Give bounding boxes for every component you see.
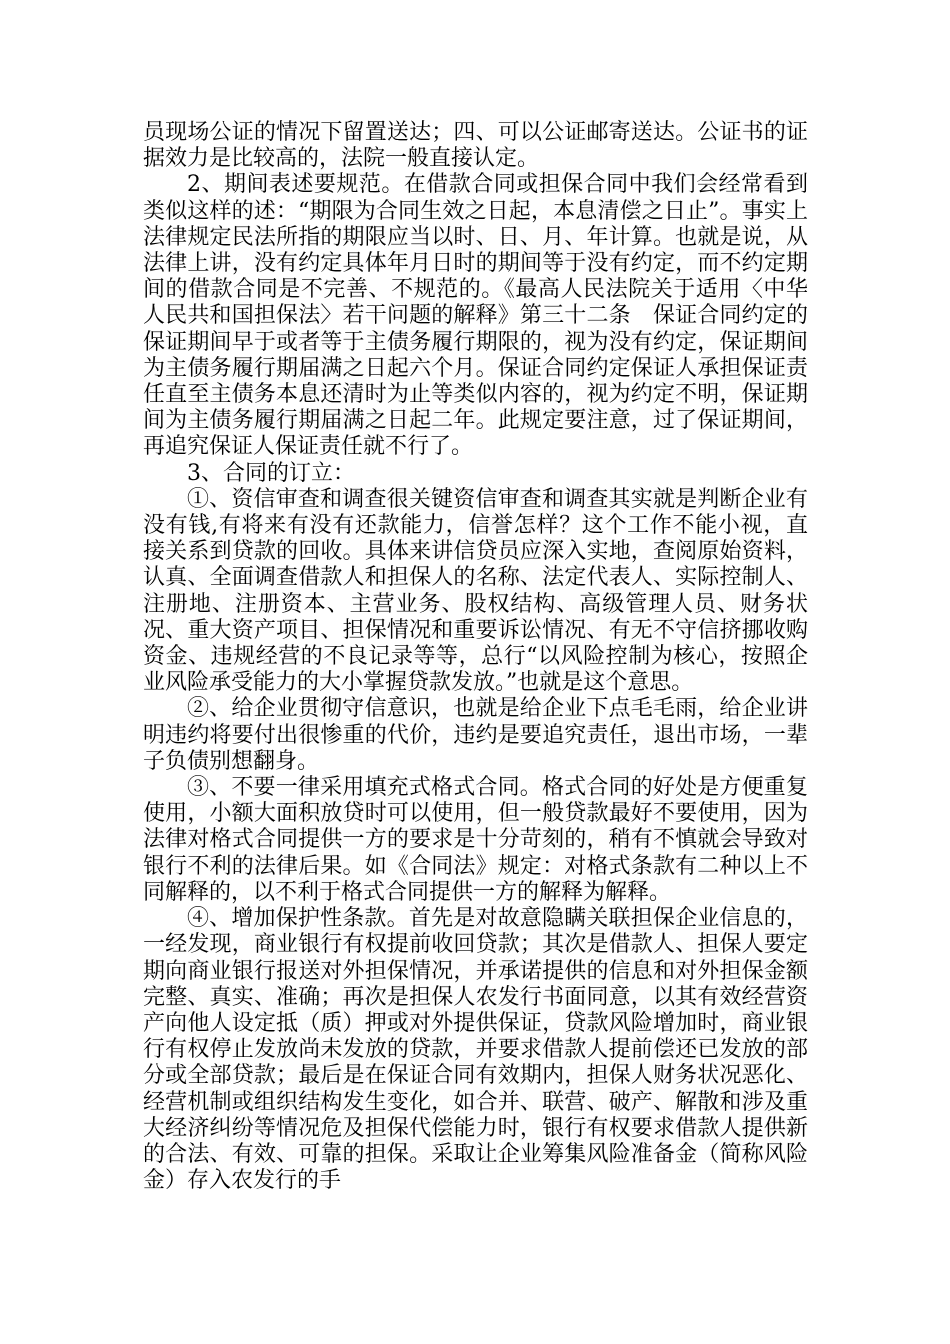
paragraph-protective-clauses: ④、增加保护性条款。首先是对故意隐瞒关联担保企业信息的，一经发现，商业银行有权提前收回贷款；其次是借款人、担保人要定期向商业银行报送对外担保情况，并承诺提供的信息和对外担保金额完整、真实、准确；再次是担保人农发行书面同意，以其有效经营资产向他人设定抵（质）押或对外提供保证，贷款风险增加时，商业银行有权停止发放尚未发放的贷款，并要求借款人提前偿还已发放的部分或全部贷款；最后是在保证合同有效期内，担保人财务状况恶化、经营机制或组织结构发生变化，如合并、联营、破产、解散和涉及重大经济纠纷等情况危及担保代偿能力时，银行有权要求借款人提供新的合法、有效、可靠的担保。采取让企业筹集风险准备金（简称风险金）存入农发行的手 xyxy=(143,906,808,1194)
section-heading-contract-signing: 3、合同的订立： xyxy=(187,460,355,486)
document-page xyxy=(143,120,808,1194)
paragraph-period-expression: 2、期间表述要规范。在借款合同或担保合同中我们会经常看到类似这样的述：“期限为合同生效之日起，本息清偿之日止”。事实上法律规定民法所指的期限应当以时、日、月、年计算。也就是说，从法律上讲，没有约定具体年月日时的期间等于没有约定，而不约定期间的借款合同是不完善、不规范的。《最高人民法院关于适用〈中华人民共和国担保法〉若干问题的解释》第三十二条 保证合同约定的保证期间早于或者等于主债务履行期限的，视为没有约定，保证期间为主债务履行期届满之日起六个月。保证合同约定保证人承担保证责任直至主债务本息还清时为止等类似内容的，视为约定不明，保证期间为主债务履行期届满之日起二年。此规定要注意，过了保证期间，再追究保证人保证责任就不行了。 xyxy=(143,172,808,460)
paragraph-continuation: 员现场公证的情况下留置送达；四、可以公证邮寄送达。公证书的证据效力是比较高的，法院一般直接认定。 xyxy=(143,120,808,172)
paragraph-standard-contracts: ③、不要一律采用填充式格式合同。格式合同的好处是方便重复使用，小额大面积放贷时可以使用，但一般贷款最好不要使用，因为法律对格式合同提供一方的要求是十分苛刻的，稍有不慎就会导致对银行不利的法律后果。如《合同法》规定：对格式条款有二种以上不同解释的，以不利于格式合同提供一方的解释为解释。 xyxy=(143,775,808,905)
paragraph-credit-awareness: ②、给企业贯彻守信意识，也就是给企业下点毛毛雨，给企业讲明违约将要付出很惨重的代价，违约是要追究责任，退出市场，一辈子负债别想翻身。 xyxy=(143,696,808,774)
paragraph-credit-review: ①、资信审查和调查很关键资信审查和调查其实就是判断企业有没有钱,有将来有没有还款能力，信誉怎样？这个工作不能小视，直接关系到贷款的回收。具体来讲信贷员应深入实地，查阅原始资料，认真、全面调查借款人和担保人的名称、法定代表人、实际控制人、注册地、注册资本、主营业务、股权结构、高级管理人员、财务状况、重大资产项目、担保情况和重要诉讼情况、有无不守信挤挪收购资金、违规经营的不良记录等等，总行“以风险控制为核心，按照企业风险承受能力的大小掌握贷款发放。”也就是这个意思。 xyxy=(143,486,808,696)
